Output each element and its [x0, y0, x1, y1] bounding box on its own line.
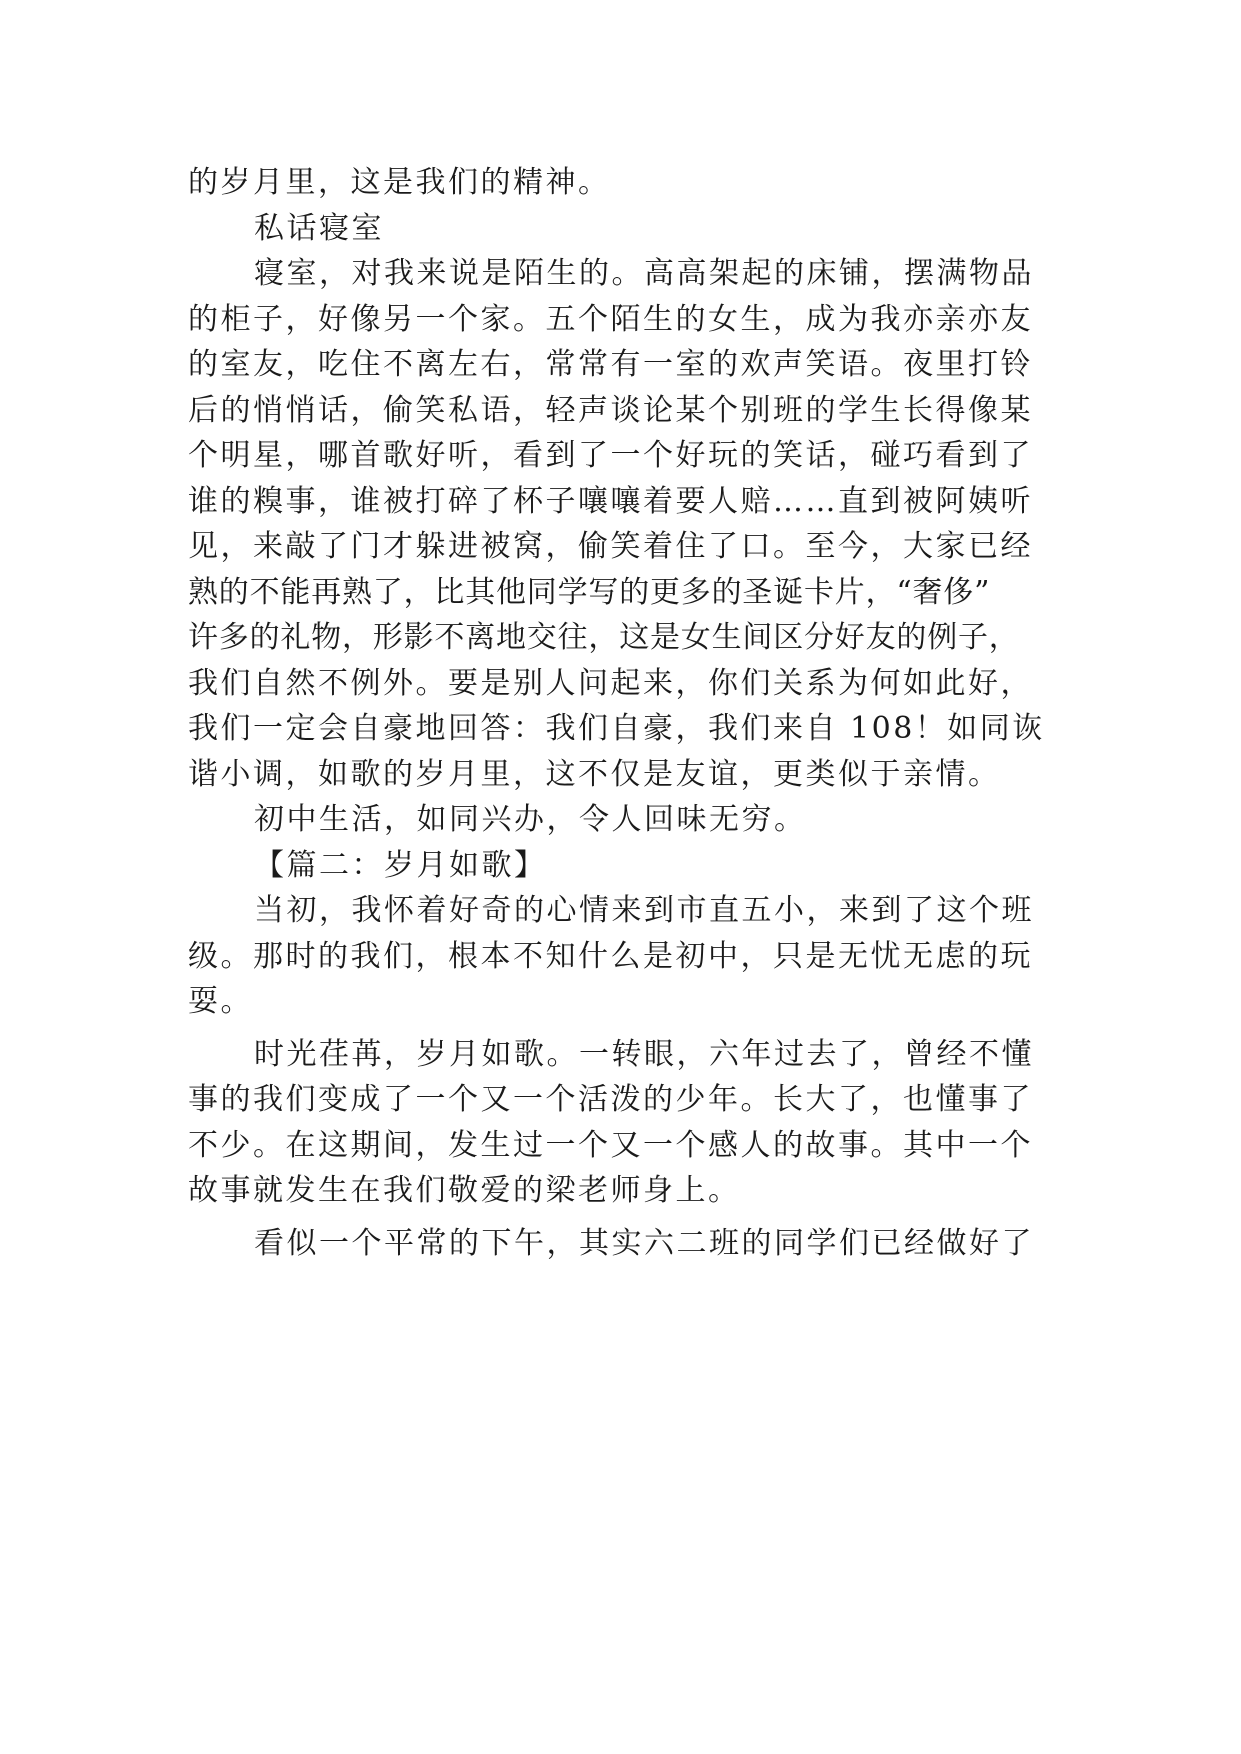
text-line: 后的悄悄话，偷笑私语，轻声谈论某个别班的学生长得像某	[188, 392, 1033, 428]
text-line: 寝室，对我来说是陌生的。高高架起的床铺，摆满物品	[254, 256, 1034, 291]
text-line: 熟的不能再熟了，比其他同学写的更多的圣诞卡片，“奢侈”	[188, 574, 991, 610]
section-heading: 私话寝室	[254, 210, 384, 246]
text-line: 耍。	[188, 984, 253, 1019]
text-line: 见，来敲了门才躲进被窝，偷笑着住了口。至今，大家已经	[188, 529, 1033, 564]
text-line: 初中生活，如同兴办，令人回味无穷。	[254, 802, 807, 837]
paragraph-gap	[188, 1025, 1048, 1032]
text-line: 的柜子，好像另一个家。五个陌生的女生，成为我亦亲亦友	[188, 301, 1033, 337]
text-line: 看似一个平常的下午，其实六二班的同学们已经做好了	[254, 1225, 1034, 1261]
text-line: 我们自然不例外。要是别人问起来，你们关系为何如此好，	[188, 665, 1033, 701]
text-line: 许多的礼物，形影不离地交往，这是女生间区分好友的例子，	[188, 620, 1020, 655]
text-line: 故事就发生在我们敬爱的梁老师身上。	[188, 1173, 741, 1208]
text-line: 不少。在这期间，发生过一个又一个感人的故事。其中一个	[188, 1127, 1033, 1163]
text-line: 我们一定会自豪地回答：我们自豪，我们来自 108！如同诙	[188, 711, 1045, 746]
document-body	[188, 160, 1048, 1266]
text-line: 个明星，哪首歌好听，看到了一个好玩的笑话，碰巧看到了	[188, 438, 1033, 473]
text-line: 时光荏苒，岁月如歌。一转眼，六年过去了，曾经不懂	[254, 1036, 1034, 1072]
text-line: 事的我们变成了一个又一个活泼的少年。长大了，也懂事了	[188, 1082, 1033, 1117]
paragraph-gap	[188, 1214, 1048, 1221]
text-line: 谁的糗事，谁被打碎了杯子嚷嚷着要人赔……直到被阿姨听	[188, 483, 1033, 519]
text-line: 的岁月里，这是我们的精神。	[188, 165, 611, 200]
text-line: 谐小调，如歌的岁月里，这不仅是友谊，更类似于亲情。	[188, 756, 1001, 792]
text-line: 的室友，吃住不离左右，常常有一室的欢声笑语。夜里打铃	[188, 347, 1033, 382]
section-heading: 【篇二：岁月如歌】	[254, 847, 547, 883]
text-line: 级。那时的我们，根本不知什么是初中，只是无忧无虑的玩	[188, 938, 1033, 974]
text-line: 当初，我怀着好奇的心情来到市直五小，来到了这个班	[254, 893, 1034, 928]
